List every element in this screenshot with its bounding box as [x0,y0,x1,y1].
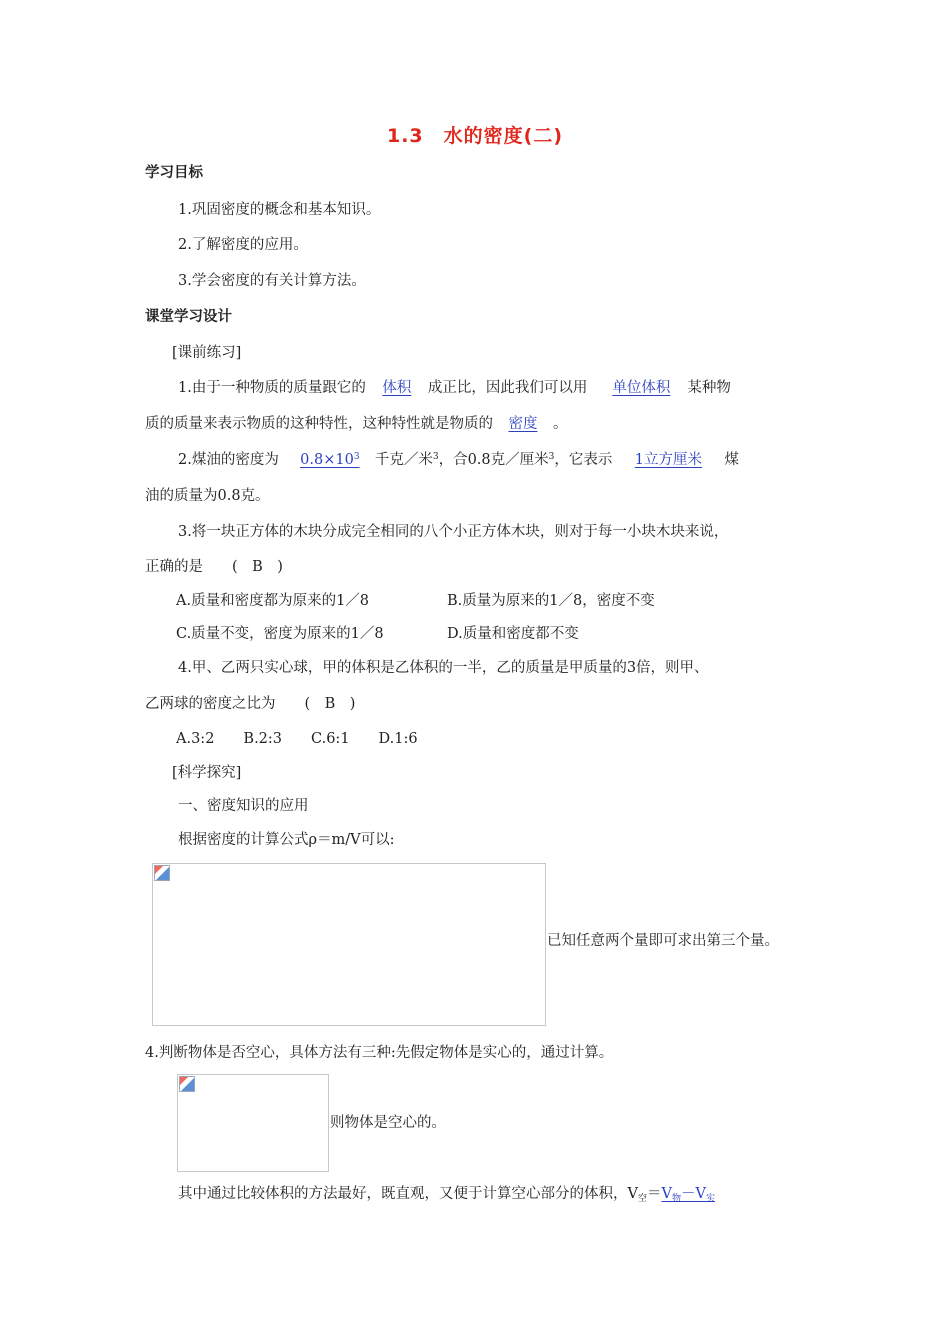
q2-unit-2: ，合0.8克／厘米 [438,452,549,468]
q1-text-1: 1.由于一种物质的质量跟它的 [178,380,366,396]
q2-text-5: 煤 [724,452,739,468]
q2-text-1: 2.煤油的密度为 [178,452,279,468]
question-2-line-2: 油的质量为0.8克。 [145,488,270,504]
q2-unit-1-sup: 3 [432,452,439,462]
q2-answer-1-text: 0.8×10 [300,452,354,468]
q3-option-a: A.质量和密度都为原来的1／8 [176,593,370,609]
q2-text-3 [439,452,555,468]
hollow-image-placeholder [177,1074,329,1172]
question-3-line-1: 3.将一块正方体的木块分成完全相同的八个小正方体木块，则对于每一小块木块来说， [178,524,729,540]
after-image-2-text: 则物体是空心的。 [330,1115,446,1131]
q1-answer-3: 密度 [508,416,538,432]
pre-practice-label: [课前练习] [172,345,242,361]
hollow-judgement-line: 4.判断物体是否空心，具体方法有三种:先假定物体是实心的，通过计算。 [145,1045,614,1061]
goal-item-1: 1.巩固密度的概念和基本知识。 [178,202,381,218]
q2-unit-2-sup: 3 [548,452,555,462]
q2-unit-1: 千克／米 [374,452,433,468]
question-1-line-2 [145,414,568,434]
v-object-sub: 物 [671,1194,681,1204]
q1-text-2: 成正比，因此我们可以用 [427,380,588,396]
v-real-sub: 实 [705,1194,715,1204]
section-heading-goals: 学习目标 [145,165,203,181]
volume-equation-answer [661,1184,715,1204]
goal-item-2: 2.了解密度的应用。 [178,237,308,253]
equals-sign: ＝ [646,1186,662,1202]
explore-subheading: 一、密度知识的应用 [178,798,309,814]
formula-image-placeholder [152,863,546,1026]
question-2-line-1 [178,450,739,470]
q1-text-3: 某种物 [687,380,731,396]
q2-text-4: ，它表示 [554,452,613,468]
question-3-line-2: 正确的是 ( B ) [145,559,283,575]
volume-method-text: 其中通过比较体积的方法最好，既直观，又便于计算空心部分的体积，V [178,1186,638,1202]
page-title: 1.3 水的密度(二) [386,125,564,147]
broken-image-icon [154,865,170,881]
broken-image-icon [179,1076,195,1092]
q1-answer-2: 单位体积 [612,380,671,396]
question-1-line-1 [178,378,731,398]
volume-method-line [178,1184,715,1204]
section-heading-design: 课堂学习设计 [145,309,232,325]
minus-v-real: －V [680,1186,706,1202]
goal-item-3: 3.学会密度的有关计算方法。 [178,273,366,289]
q2-answer-1 [285,450,375,470]
q3-option-b: B.质量为原来的1／8，密度不变 [447,593,655,609]
question-4-line-2: 乙两球的密度之比为 ( B ) [145,696,356,712]
density-formula-line: 根据密度的计算公式ρ＝m/V可以: [178,832,395,848]
v-hollow-sub: 空 [637,1194,647,1204]
question-4-line-1: 4.甲、乙两只实心球，甲的体积是乙体积的一半，乙的质量是甲质量的3倍，则甲、 [178,660,709,676]
q2-answer-1-sup: 3 [353,452,360,462]
q4-options: A.3:2 B.2:3 C.6:1 D.1:6 [176,731,418,747]
q3-option-c: C.质量不变，密度为原来的1／8 [176,626,384,642]
q2-text-2 [375,452,439,468]
q1-answer-1: 体积 [382,380,412,396]
after-image-1-text: 已知任意两个量即可求出第三个量。 [547,933,779,949]
v-object: V [661,1186,672,1202]
q1-text-5: 。 [553,416,568,432]
explore-label: [科学探究] [172,765,242,781]
q3-option-d: D.质量和密度都不变 [447,626,579,642]
q2-answer-2: 1立方厘米 [634,452,702,468]
q1-text-4: 质的质量来表示物质的这种特性，这种特性就是物质的 [145,416,493,432]
